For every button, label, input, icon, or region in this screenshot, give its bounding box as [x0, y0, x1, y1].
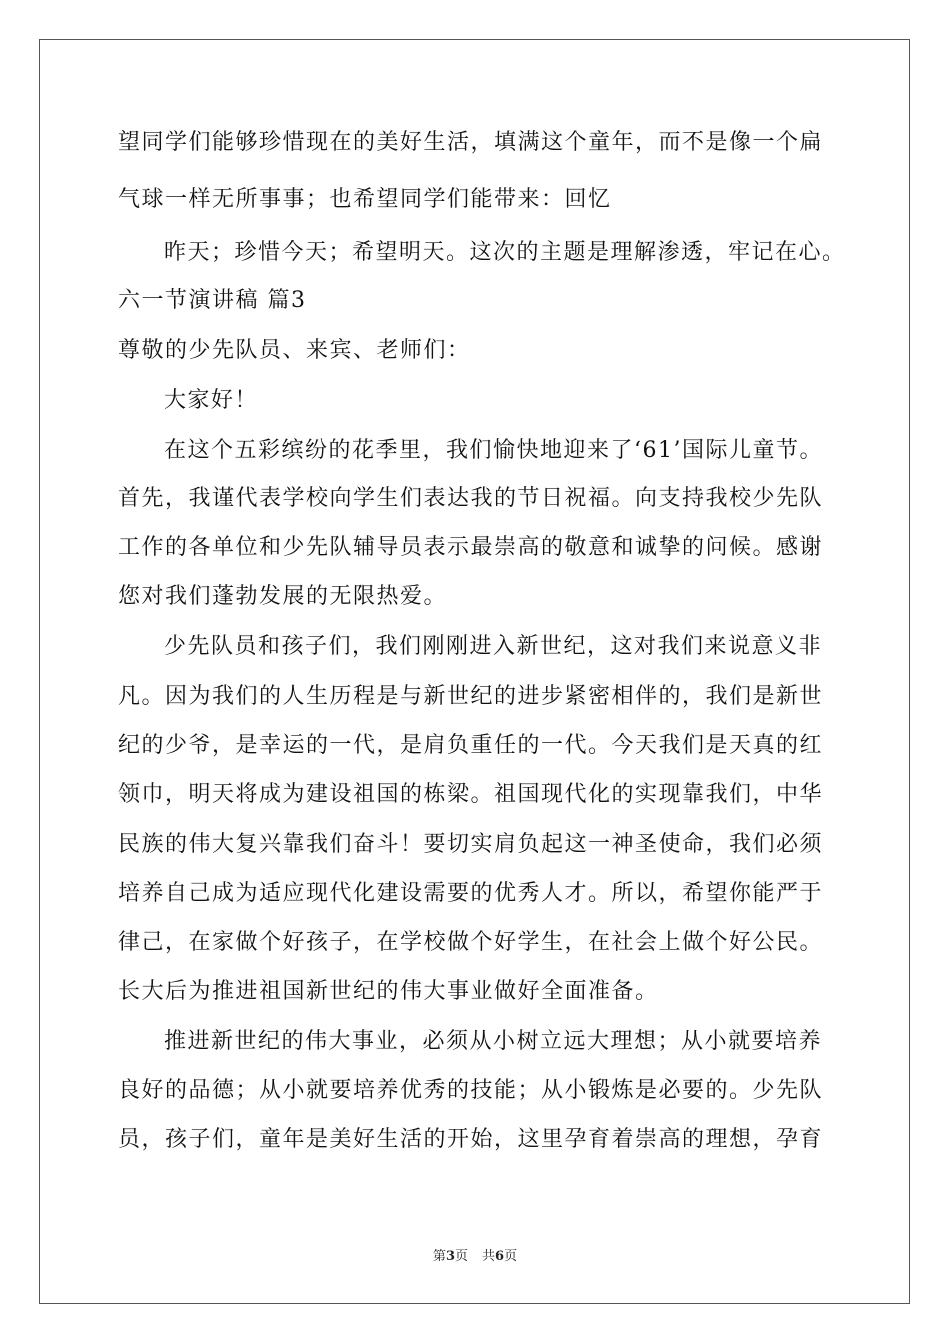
text-line-7: 在这个五彩缤纷的花季里，我们愉快地迎来了‘61’国际儿童节。 — [164, 438, 823, 463]
salutation: 尊敬的少先队员、来宾、老师们： — [118, 338, 471, 363]
page-footer — [0, 1248, 950, 1266]
text-line-15: 民族的伟大复兴靠我们奋斗！要切实肩负起这一神圣使命，我们必须 — [118, 832, 824, 857]
footer-page-suffix: 页 — [454, 1249, 468, 1264]
text-line-10: 您对我们蓬勃发展的无限热爱。 — [118, 584, 448, 609]
text-line-8: 首先，我谨代表学校向学生们表达我的节日祝福。向支持我校少先队 — [118, 486, 824, 511]
text-line-11: 少先队员和孩子们，我们刚刚进入新世纪，这对我们来说意义非 — [164, 634, 823, 659]
text-line-21: 员，孩子们，童年是美好生活的开始，这里孕育着崇高的理想，孕育 — [118, 1127, 824, 1152]
text-line-3: 昨天；珍惜今天；希望明天。这次的主题是理解渗透，牢记在心。 — [164, 240, 846, 265]
text-line-19: 推进新世纪的伟大事业，必须从小树立远大理想；从小就要培养 — [164, 1029, 823, 1054]
text-line-14: 领巾，明天将成为建设祖国的栋梁。祖国现代化的实现靠我们，中华 — [118, 782, 824, 807]
footer-page-prefix: 第 — [432, 1249, 446, 1264]
text-line-2: 气球一样无所事事；也希望同学们能带来：回忆 — [118, 187, 612, 212]
footer-total-pages: 6 — [495, 1249, 505, 1264]
text-line-12: 凡。因为我们的人生历程是与新世纪的进步紧密相伴的，我们是新世 — [118, 684, 824, 709]
footer-total-suffix: 页 — [504, 1249, 518, 1264]
section-heading: 六一节演讲稿 篇3 — [118, 288, 307, 313]
text-line-1: 望同学们能够珍惜现在的美好生活，填满这个童年，而不是像一个扁 — [118, 130, 824, 155]
text-line-20: 良好的品德；从小就要培养优秀的技能；从小锻炼是必要的。少先队 — [118, 1078, 824, 1103]
page-border — [39, 39, 910, 1304]
greeting: 大家好！ — [164, 388, 259, 413]
text-line-16: 培养自己成为适应现代化建设需要的优秀人才。所以，希望你能严于 — [118, 881, 824, 906]
text-line-13: 纪的少爷，是幸运的一代，是肩负重任的一代。今天我们是天真的红 — [118, 733, 824, 758]
text-line-9: 工作的各单位和少先队辅导员表示最崇高的敬意和诚挚的问候。感谢 — [118, 535, 824, 560]
footer-page-number: 3 — [445, 1249, 455, 1264]
footer-total-prefix: 共 — [482, 1249, 496, 1264]
text-line-18: 长大后为推进祖国新世纪的伟大事业做好全面准备。 — [118, 979, 659, 1004]
text-line-17: 律己，在家做个好孩子，在学校做个好学生，在社会上做个好公民。 — [118, 930, 824, 955]
